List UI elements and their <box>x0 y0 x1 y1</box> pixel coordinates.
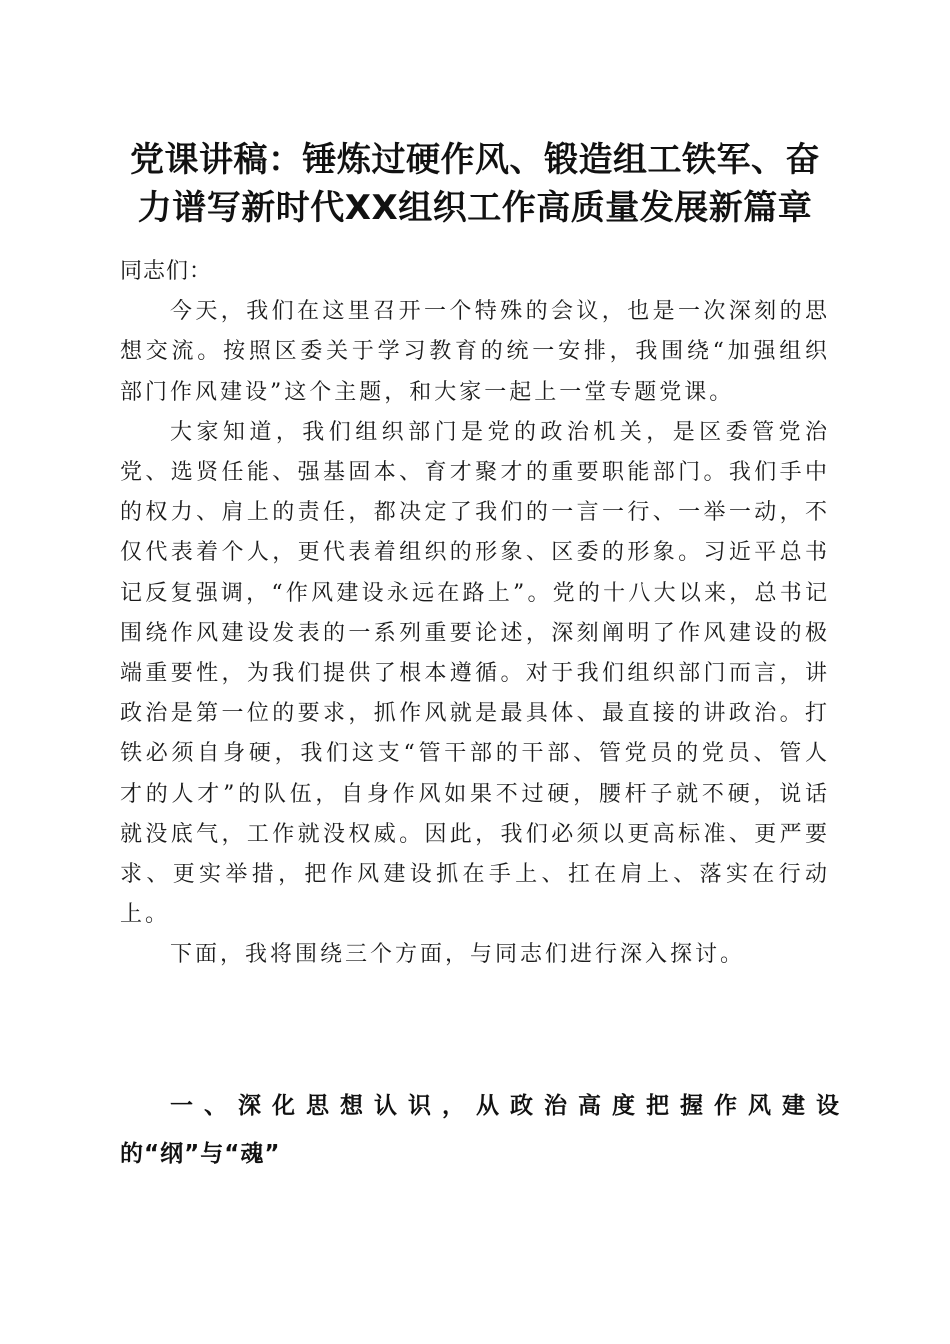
section-heading <box>120 1082 850 1178</box>
title-line-1: 党课讲稿：锤炼过硬作风、锻造组工铁军、奋 <box>130 140 820 180</box>
document-title <box>110 136 840 232</box>
section-heading-line-1: 一、深化思想认识，从政治高度把握作风建设 <box>170 1093 850 1119</box>
salutation: 同志们： <box>120 259 213 284</box>
section-heading-line-2: 的“纲”与“魂” <box>120 1141 281 1167</box>
title-line-2: 力谱写新时代XX组织工作高质量发展新篇章 <box>137 188 813 228</box>
paragraph-transition: 下面，我将围绕三个方面，与同志们进行深入探讨。 <box>170 942 746 968</box>
paragraph-main: 大家知道，我们组织部门是党的政治机关，是区委管党治党、选贤任能、强基固本、育才聚才的重要职能部门。我们手中的权力、肩上的责任，都决定了我们的一言一行、一举一动，不仅代表着个人，更代表着组织的形象、区委的形象。习近平总书记反复强调，“作风建设永远在路上”。党的十八大以来，总书记围绕作风建设发表的一系列重要论述，深刻阐明了作风建设的极端重要性，为我们提供了根本遵循。对于我们组织部门而言，讲政治是第一位的要求，抓作风就是最具体、最直接的讲政治。打铁必须自身硬，我们这支“管干部的干部、管党员的党员、管人才的人才”的队伍，自身作风如果不过硬，腰杆子就不硬，说话就没底气，工作就没权威。因此，我们必须以更高标准、更严要求、更实举措，把作风建设抓在手上、扛在肩上、落实在行动上。 <box>120 419 830 928</box>
document-body <box>120 252 830 976</box>
paragraph-intro: 今天，我们在这里召开一个特殊的会议，也是一次深刻的思想交流。按照区委关于学习教育的统一安排，我围绕“加强组织部门作风建设”这个主题，和大家一起上一堂专题党课。 <box>120 299 830 405</box>
